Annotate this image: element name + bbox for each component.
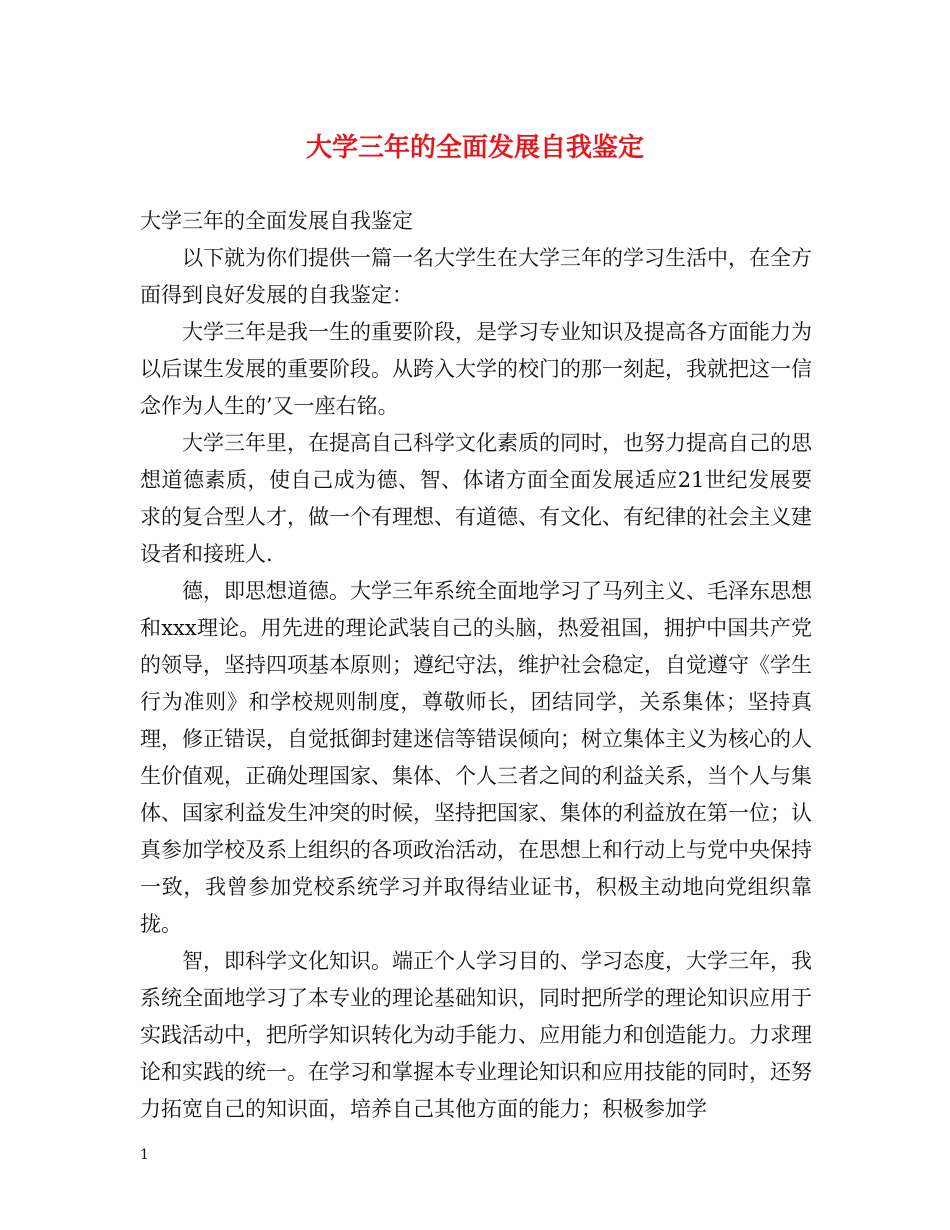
paragraph-knowledge: 智，即科学文化知识。端正个人学习目的、学习态度，大学三年，我系统全面地学习了本专业的理论基础知识，同时把所学的理论知识应用于实践活动中，把所学知识转化为动手能力、应用能力和创造能力。力求理论和实践的统一。在学习和掌握本专业理论知识和应用技能的同时，还努力拓宽自己的知识面，培养自己其他方面的能力；积极参加学 <box>140 949 812 1121</box>
paragraph-subtitle: 大学三年的全面发展自我鉴定 <box>140 209 413 233</box>
document-title: 大学三年的全面发展自我鉴定 <box>305 133 644 163</box>
paragraph-stage: 大学三年是我一生的重要阶段，是学习专业知识及提高各方面能力为以后谋生发展的重要阶段。从跨入大学的校门的那一刻起，我就把这一信念作为人生的’又一座右铭。 <box>140 320 812 418</box>
paragraph-overview: 大学三年里，在提高自己科学文化素质的同时，也努力提高自己的思想道德素质，使自己成为德、智、体诸方面全面发展适应21世纪发展要求的复合型人才，做一个有理想、有道德、有文化、有纪律的社会主义建设者和接班人. <box>140 431 812 566</box>
page-number: 1 <box>140 1147 149 1163</box>
paragraph-morality: 德，即思想道德。大学三年系统全面地学习了马列主义、毛泽东思想和xxx理论。用先进的理论武装自己的头脑，热爱祖国，拥护中国共产党的领导，坚持四项基本原则；遵纪守法，维护社会稳定，自觉遵守《学生行为准则》和学校规则制度，尊敬师长，团结同学，关系集体；坚持真理，修正错误，自觉抵御封建迷信等错误倾向；树立集体主义为核心的人生价值观，正确处理国家、集体、个人三者之间的利益关系，当个人与集体、国家利益发生冲突的时候，坚持把国家、集体的利益放在第一位；认真参加学校及系上组织的各项政治活动，在思想上和行动上与党中央保持一致，我曾参加党校系统学习并取得结业证书，积极主动地向党组织靠拢。 <box>140 579 812 936</box>
paragraph-intro: 以下就为你们提供一篇一名大学生在大学三年的学习生活中，在全方面得到良好发展的自我鉴定： <box>140 246 812 307</box>
document-body <box>140 203 812 1128</box>
